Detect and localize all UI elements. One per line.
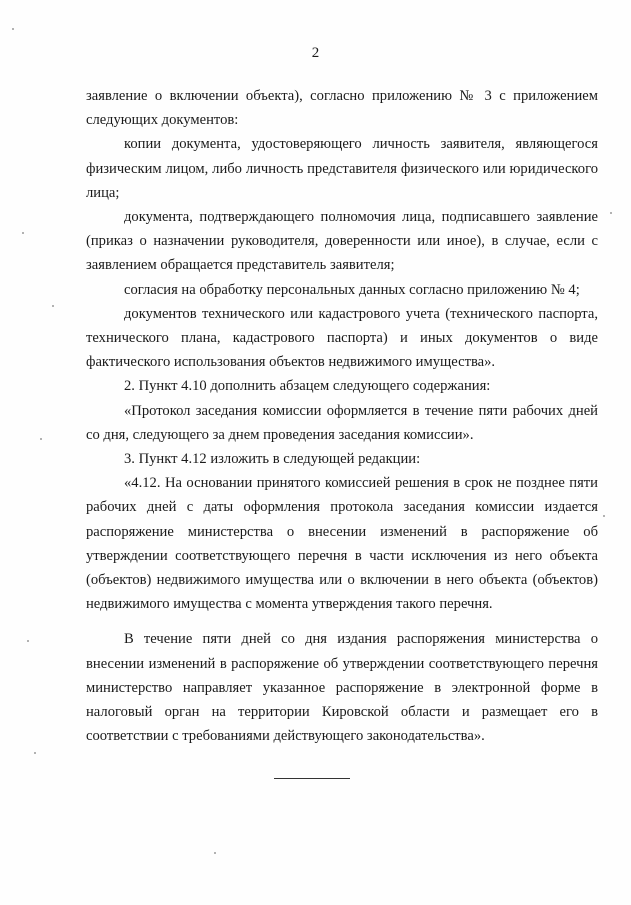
paragraph-item-2: 2. Пункт 4.10 дополнить абзацем следующего содержания:: [124, 378, 491, 395]
paragraph-tax-authority: В течение пяти дней со дня издания распоряжения министерства о внесении изменений в распоряжение об утверждении соответствующего перечня министерство направляет указанное распоряжение в электронной форме в налоговый орган на территории Кировской области и размещает его в соответствии с требованиями действующего законодательства».: [86, 631, 598, 745]
scan-speck: [12, 28, 14, 30]
paragraph-authority-documents: документа, подтверждающего полномочия лица, подписавшего заявление (приказ о назначении руководителя, доверенности или иное), в случае, если с заявлением обращается представитель заявителя;: [86, 209, 598, 274]
paragraph-protocol: «Протокол заседания комиссии оформляется в течение пяти рабочих дней со дня, следующего за днем проведения заседания комиссии».: [86, 402, 598, 443]
paragraph-4-12: «4.12. На основании принятого комиссией решения в срок не позднее пяти рабочих дней с даты оформления протокола заседания комиссии издается распоряжение министерства о внесении изменений в распоряжение об утверждении соответствующего перечня в части исключения из него объекта (объектов) недвижимого имущества или о включении в него объекта (объектов) недвижимого имущества с момента утверждения такого перечня.: [86, 475, 598, 613]
paragraph-item-3: 3. Пункт 4.12 изложить в следующей редакции:: [124, 451, 421, 468]
paragraph-consent: согласия на обработку персональных данных согласно приложению № 4;: [124, 281, 580, 298]
scan-speck: [34, 752, 36, 754]
paragraph-technical-documents: документов технического или кадастрового учета (технического паспорта, технического плана, кадастрового паспорта) и иных документов о виде фактического использования объектов недвижимого имущества».: [86, 305, 598, 371]
paragraph-identity-documents: копии документа, удостоверяющего личность заявителя, являющегося физическим лицом, либо личность представителя физического или юридического лица;: [86, 136, 598, 201]
scan-speck: [40, 438, 42, 440]
scan-speck: [603, 515, 605, 517]
closing-rule: [274, 778, 350, 779]
paragraph-continuation: заявление о включении объекта), согласно приложению № 3 с приложением следующих документов:: [86, 88, 598, 129]
scan-speck: [610, 212, 612, 214]
document-body: [86, 84, 598, 748]
scan-speck: [52, 305, 54, 307]
scan-speck: [27, 640, 29, 642]
page-number: 2: [311, 45, 320, 61]
scan-speck: [22, 232, 24, 234]
scan-speck: [214, 852, 216, 854]
